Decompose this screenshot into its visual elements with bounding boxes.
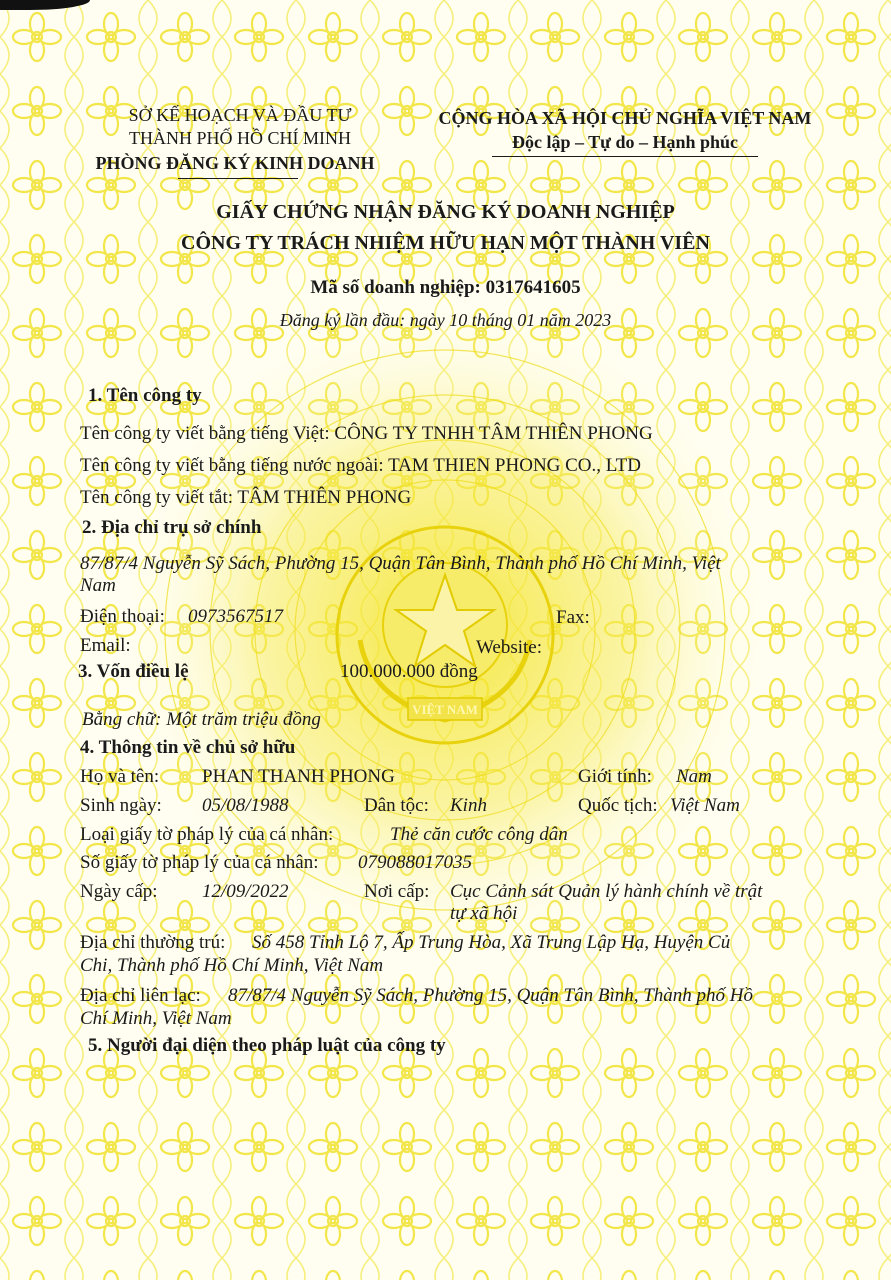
phone-value: 0973567517 [188,606,283,627]
national-motto: Độc lập – Tự do – Hạnh phúc [511,132,739,152]
permanent-address-label: Địa chỉ thường trú: [80,932,226,953]
permanent-address-value: Số 458 Tỉnh Lộ 7, Ấp Trung Hòa, Xã Trung Lập Hạ, Huyện Củ [252,932,731,953]
id-type-label: Loại giấy tờ pháp lý của cá nhân: [80,824,334,845]
contact-address-value: 87/87/4 Nguyễn Sỹ Sách, Phường 15, Quận Tân Bình, Thành phố Hồ [228,985,754,1006]
issuer-underline [178,178,298,179]
issuer-city: THÀNH PHỐ HỒ CHÍ MINH [129,128,351,148]
section-1-heading: 1. Tên công ty [88,385,202,406]
issue-date-label: Ngày cấp: [80,881,158,902]
nationality-label: Quốc tịch: [578,795,658,816]
enterprise-code: Mã số doanh nghiệp: 0317641605 [310,277,581,298]
ethnic-label: Dân tộc: [364,795,429,816]
charter-capital-amount: 100.000.000 đồng [340,661,478,682]
company-name-vietnamese: Tên công ty viết bằng tiếng Việt: CÔNG TY TNHH TÂM THIÊN PHONG [80,423,653,444]
contact-address-value-cont: Chí Minh, Việt Nam [80,1008,232,1029]
id-number-label: Số giấy tờ pháp lý của cá nhân: [80,852,319,873]
charter-capital-in-words: Bằng chữ: Một trăm triệu đồng [82,709,321,730]
issuer-department: SỞ KẾ HOẠCH VÀ ĐẦU TƯ [128,105,352,125]
company-name-short: Tên công ty viết tắt: TÂM THIÊN PHONG [80,487,412,508]
email-label: Email: [80,635,131,656]
issue-place-value: Cục Cảnh sát Quản lý hành chính về trật [450,881,763,902]
id-number-value: 079088017035 [358,852,472,873]
gender-value: Nam [676,766,712,787]
ethnic-value: Kinh [450,795,487,816]
dob-value: 05/08/1988 [202,795,289,816]
first-registration-date: Đăng ký lần đầu: ngày 10 tháng 01 năm 2023 [279,310,612,330]
contact-address-label: Địa chỉ liên lạc: [80,985,201,1006]
owner-name-label: Họ và tên: [80,766,160,787]
section-3-heading: 3. Vốn điều lệ [78,661,189,682]
nationality-value: Việt Nam [670,795,740,816]
country-name: CỘNG HÒA XÃ HỘI CHỦ NGHĨA VIỆT NAM [438,108,812,128]
website-label: Website: [476,637,543,658]
gender-label: Giới tính: [578,766,652,787]
section-5-heading: 5. Người đại diện theo pháp luật của công ty [88,1035,446,1056]
issuer-office: PHÒNG ĐĂNG KÝ KINH DOANH [95,153,375,173]
motto-underline [492,156,758,157]
company-type-title: CÔNG TY TRÁCH NHIỆM HỮU HẠN MỘT THÀNH VIÊN [181,232,710,254]
section-2-heading: 2. Địa chỉ trụ sở chính [82,517,262,538]
head-office-address: 87/87/4 Nguyễn Sỹ Sách, Phường 15, Quận Tân Bình, Thành phố Hồ Chí Minh, Việt [80,553,721,574]
id-type-value: Thẻ căn cước công dân [390,824,568,845]
document-title: GIẤY CHỨNG NHẬN ĐĂNG KÝ DOANH NGHIỆP [216,201,675,223]
owner-name-value: PHAN THANH PHONG [202,766,395,787]
emblem-ribbon-text: VIỆT NAM [412,702,478,717]
issue-place-value-cont: tự xã hội [450,903,518,924]
phone-label: Điện thoại: [80,606,165,627]
fax-label: Fax: [556,607,590,628]
company-name-foreign: Tên công ty viết bằng tiếng nước ngoài: TAM THIEN PHONG CO., LTD [80,455,641,476]
issue-date-value: 12/09/2022 [202,881,289,902]
issue-place-label: Nơi cấp: [364,881,430,902]
section-4-heading: 4. Thông tin về chủ sở hữu [80,737,296,758]
head-office-address-cont: Nam [80,575,116,596]
dob-label: Sinh ngày: [80,795,162,816]
permanent-address-value-cont: Chi, Thành phố Hồ Chí Minh, Việt Nam [80,955,384,976]
